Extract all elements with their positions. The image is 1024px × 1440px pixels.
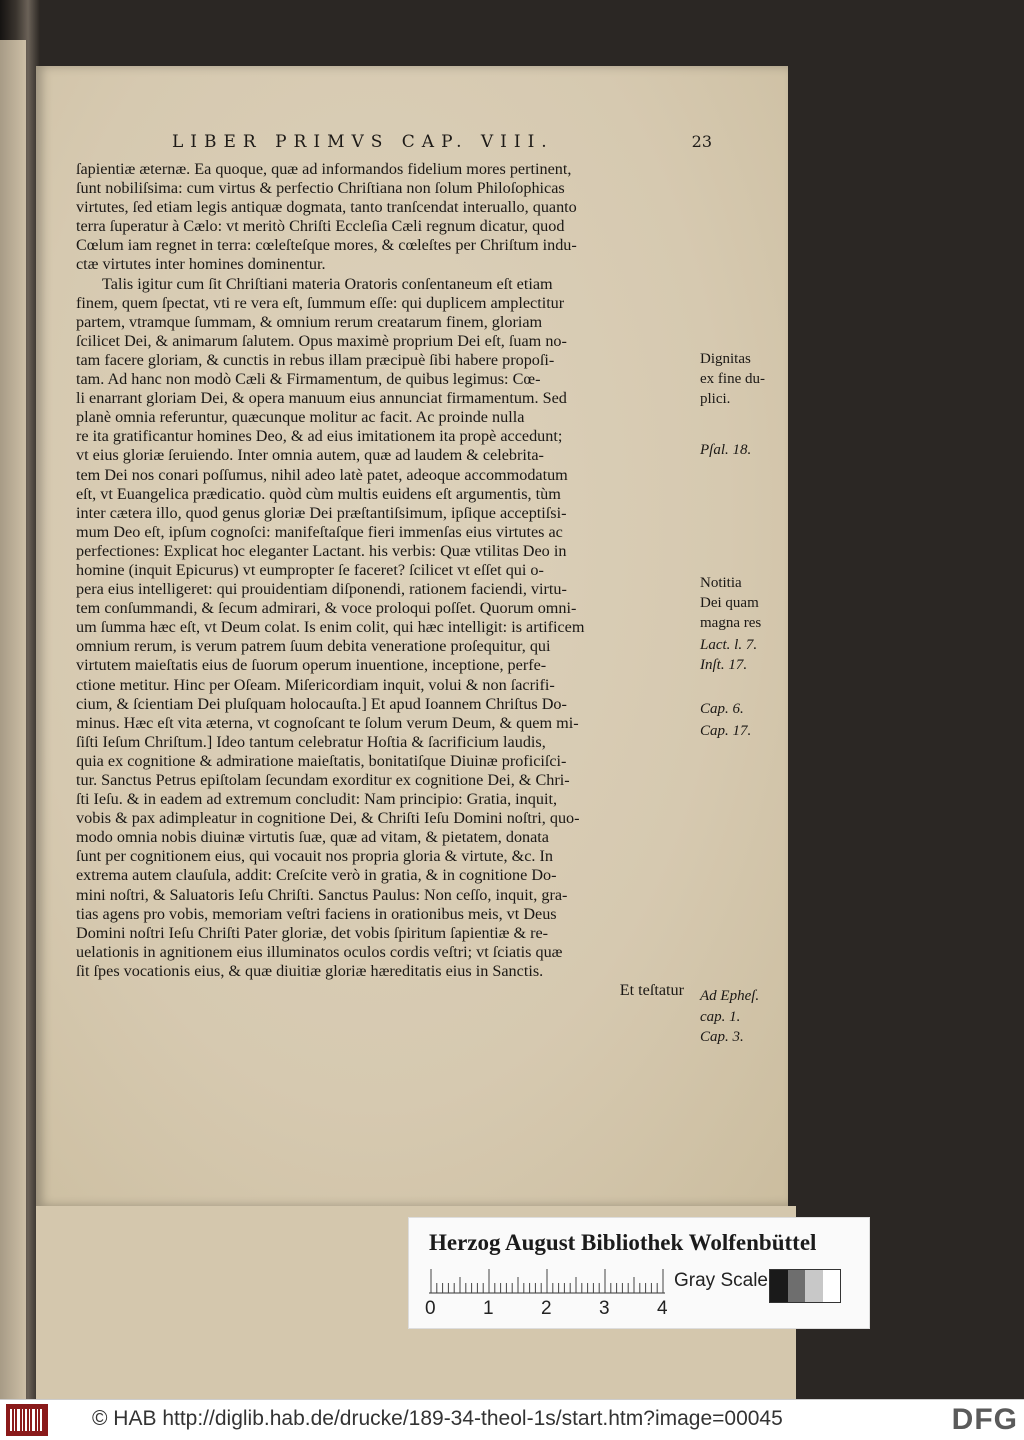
footer-bar bbox=[0, 1399, 1024, 1440]
scale-ruler bbox=[429, 1268, 665, 1294]
text-line: ſit ſpes vocationis eius, & quæ diuitiæ gloriæ hæreditatis eius in Sanctis. bbox=[76, 961, 544, 980]
text-line: ſcilicet Dei, & animarum ſalutem. Opus maximè proprium Dei eſt, ſuam no- bbox=[76, 331, 567, 350]
text-line: tias agens pro vobis, memoriam veſtri faciens in orationibus meis, vt Deus bbox=[76, 904, 557, 923]
library-name: Herzog August Bibliothek Wolfenbüttel bbox=[429, 1230, 817, 1255]
margin-note: Pſal. 18. bbox=[700, 442, 752, 458]
text-line: cium, & ſcientiam Dei pluſquam holocauſta.] Et apud Ioannem Chriſtus Do- bbox=[76, 694, 567, 713]
text-line: inter cætera illo, quod genus gloriæ Dei præſtantiſsimum, ipſique acceptiſsi- bbox=[76, 503, 567, 522]
text-line: terra ſuperatur à Cælo: vt meritò Chriſti Eccleſia Cæli regnum dicatur, quod bbox=[76, 217, 565, 236]
text-line: ctione metitur. Hinc per Oſeam. Miſericordiam inquit, volui & non ſacrifi- bbox=[76, 675, 555, 694]
text-line: modo omnia nobis diuinæ virtutis ſuæ, quæ ad vitam, & pietatem, donata bbox=[76, 828, 549, 847]
grayscale-swatch bbox=[769, 1269, 841, 1303]
page-number: 23 bbox=[691, 132, 712, 151]
text-line: homine (inquit Epicurus) vt eumpropter ſe faceret? ſcilicet vt eſſet qui o- bbox=[76, 560, 544, 579]
scale-number: 4 bbox=[657, 1298, 668, 1319]
text-line: ſunt per cognitionem eius, qui vocauit nos propria gloria & virtute, &c. In bbox=[76, 847, 553, 866]
margin-note: Cap. 3. bbox=[700, 1029, 744, 1045]
margin-note: cap. 1. bbox=[700, 1009, 741, 1025]
text-line: virtutes, ſed etiam legis antiquæ dogmata, tanto tranſcendat interuallo, quanto bbox=[76, 198, 577, 217]
text-line: tem conſummandi, & ſecum admirari, & voce proloqui poſſet. Quorum omni- bbox=[76, 599, 577, 618]
text-line: ſiſti Ieſum Chriſtum.] Ideo tantum celebratur Hoſtia & ſacrificium laudis, bbox=[76, 732, 546, 751]
text-line: Cœlum iam regnet in terra: cœleſteſque mores, & cœleſtes per Chriſtum indu- bbox=[76, 236, 577, 255]
running-head-title: LIBER PRIMVS CAP. VIII. bbox=[172, 132, 554, 152]
text-line: ctæ virtutes inter homines dominentur. bbox=[76, 255, 326, 274]
grayscale-patch bbox=[805, 1270, 823, 1302]
grayscale-patch bbox=[823, 1270, 841, 1302]
text-line: mum Deo eſt, ipſum cognoſci: manifeſtaſque fieri immenſas eius virtutes ac bbox=[76, 522, 563, 541]
margin-note: Dei quam bbox=[700, 595, 759, 611]
text-line: li enarrant gloriam Dei, & opera manuum eius annunciat firmamentum. Sed bbox=[76, 389, 567, 408]
text-line: eſt, vt Euangelica prædicatio. quòd cùm multis euidens eſt argumentis, tùm bbox=[76, 484, 561, 503]
margin-note: Notitia bbox=[700, 575, 742, 591]
text-line: quia ex cognitione & admiratione maieſtatis, bonitatiſque Diuinæ proficiſci- bbox=[76, 751, 567, 770]
margin-note: Ad Epheſ. bbox=[700, 988, 760, 1004]
text-line: tam facere gloriam, & cunctis in rebus illam præcipuè ſibi habere propoſi- bbox=[76, 350, 555, 369]
text-line: extrema autem clauſula, addit: Creſcite verò in gratia, & in cognitione Do- bbox=[76, 866, 557, 885]
hab-barcode-logo-icon bbox=[6, 1404, 48, 1436]
text-line: Domini noſtri Ieſu Chriſti Pater gloriæ, det vobis ſpiritum ſapientiæ & re- bbox=[76, 923, 549, 942]
text-line: ſti Ieſu. & in eadem ad extremum concludit: Nam principio: Gratia, inquit, bbox=[76, 790, 558, 809]
text-line: tam. Ad hanc non modò Cæli & Firmamentum, de quibus legimus: Cœ- bbox=[76, 370, 541, 389]
text-line: tur. Sanctus Petrus epiſtolam ſecundam exorditur ex cognitione Dei, & Chri- bbox=[76, 771, 570, 789]
text-line: pera eius intelligeret: qui prouidentiam diſponendi, rationem faciendi, virtu- bbox=[76, 580, 567, 599]
text-line: re ita gratificantur homines Deo, & ad eius imitationem ita propè accedunt; bbox=[76, 427, 563, 446]
library-label-card bbox=[408, 1217, 870, 1329]
body-text bbox=[76, 160, 698, 1000]
text-line: mini noſtri, & Saluatoris Ieſu Chriſti. Sanctus Paulus: Non ceſſo, inquit, gra- bbox=[76, 885, 568, 904]
text-line: omnium rerum, is verum patrem ſuum debita veneratione proſequitur, qui bbox=[76, 637, 551, 656]
margin-note: Cap. 6. bbox=[700, 701, 744, 717]
text-line: virtutem maieſtatis eius de ſuorum operum inuentione, inceptione, perfe- bbox=[76, 656, 547, 675]
scale-number: 0 bbox=[425, 1298, 436, 1319]
catchword: Et teſtatur bbox=[619, 981, 684, 1000]
text-line: perfectiones: Explicat hoc eleganter Lactant. his verbis: Quæ vtilitas Deo in bbox=[76, 541, 567, 560]
margin-note: plici. bbox=[700, 391, 731, 407]
text-line: um ſumma hæc eſt, vt Deum colat. Is enim colit, qui hæc intelligit: is artificem bbox=[76, 618, 585, 637]
text-line: planè omnia referuntur, quæcunque molitur ac facit. Ac proinde nulla bbox=[76, 408, 525, 427]
margin-note: magna res bbox=[700, 615, 762, 631]
text-line: minus. Hæc eſt vita æterna, vt cognoſcant te ſolum verum Deum, & quem mi- bbox=[76, 713, 579, 732]
scale-number: 3 bbox=[599, 1298, 610, 1319]
text-line: vobis & pax adimpleatur in cognitione Dei, & Chriſti Ieſu Domini noſtri, quo- bbox=[76, 809, 580, 828]
margin-note: Lact. l. 7. bbox=[700, 637, 758, 653]
scale-numbers bbox=[425, 1298, 675, 1322]
margin-note: Dignitas bbox=[700, 351, 751, 367]
text-line: Talis igitur cum ſit Chriſtiani materia Oratoris conſentaneum eſt etiam bbox=[102, 274, 553, 293]
grayscale-label: Gray Scale bbox=[674, 1270, 768, 1291]
text-line: ſapientiæ æternæ. Ea quoque, quæ ad informandos fidelium mores pertinent, bbox=[76, 160, 572, 178]
text-line: vt eius gloriæ ſeruiendo. Inter omnia autem, quæ ad laudem & celebrita- bbox=[76, 446, 544, 465]
footer-copyright-url[interactable]: © HAB http://diglib.hab.de/drucke/189-34-theol-1s/start.htm?image=00045 bbox=[92, 1407, 783, 1430]
text-line: finem, quem ſpectat, vti re vera eſt, ſummum eſſe: qui duplicem amplectitur bbox=[76, 293, 565, 312]
text-line: ſunt nobiliſsima: cum virtus & perfectio Chriſtiana non ſolum Philoſophicas bbox=[76, 179, 565, 198]
scale-number: 2 bbox=[541, 1298, 552, 1319]
margin-note: Inſt. 17. bbox=[700, 657, 748, 673]
grayscale-patch bbox=[788, 1270, 806, 1302]
text-line: tem Dei nos conari poſſumus, nihil adeo latè patet, adeoque accommodatum bbox=[76, 465, 568, 484]
text-line: partem, vtramque ſummam, & omnium rerum creatarum finem, gloriam bbox=[76, 312, 543, 331]
running-head bbox=[172, 132, 712, 158]
margin-note: Cap. 17. bbox=[700, 723, 752, 739]
text-line: uelationis in agnitionem eius illuminatos oculos cordis veſtri; vt ſciatis quæ bbox=[76, 942, 563, 961]
scale-number: 1 bbox=[483, 1298, 494, 1319]
margin-note: ex fine du- bbox=[700, 371, 765, 387]
facing-page-edge bbox=[0, 40, 26, 1400]
dfg-logo: DFG bbox=[951, 1403, 1018, 1436]
grayscale-patch bbox=[770, 1270, 788, 1302]
